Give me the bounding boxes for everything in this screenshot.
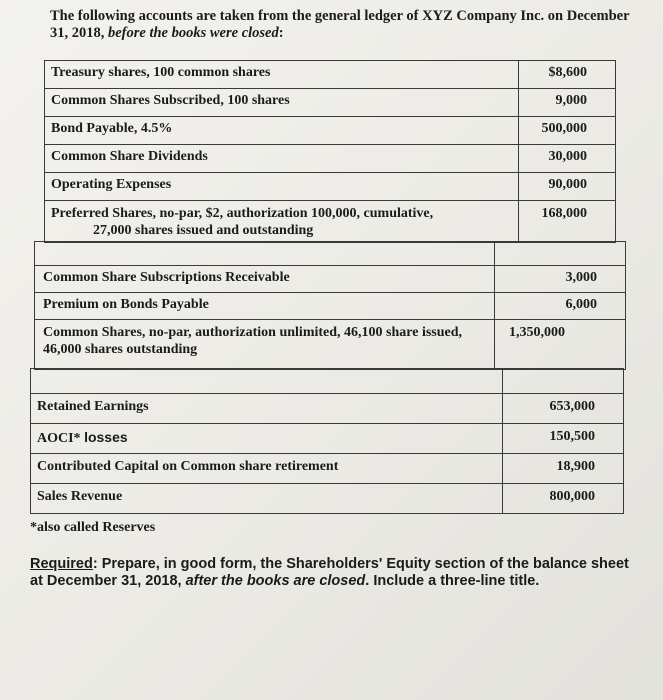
account-amount: 150,500 (503, 424, 624, 454)
account-amount: 800,000 (503, 484, 624, 514)
account-amount: $8,600 (519, 61, 616, 89)
account-name: Operating Expenses (45, 173, 519, 201)
required-part2: . Include a three-line title. (365, 573, 540, 589)
account-name (45, 201, 519, 243)
required-emphasis: after the books are closed (185, 573, 366, 589)
table-row (45, 173, 616, 201)
table-row (31, 424, 624, 454)
common-line1: Common Shares, no-par, authorization unlimited, 46,100 share issued, (43, 325, 463, 340)
account-amount: 6,000 (495, 293, 626, 320)
table-row (35, 320, 626, 370)
account-amount: 30,000 (519, 145, 616, 173)
table-row-blank (35, 242, 626, 266)
account-amount: 18,900 (503, 454, 624, 484)
table-row (31, 454, 624, 484)
required-label: Required (30, 556, 93, 572)
aoci-prefix: AOCI* (37, 431, 85, 446)
table-row (45, 117, 616, 145)
table-row (45, 61, 616, 89)
account-name: Common Share Dividends (45, 145, 519, 173)
account-amount: 90,000 (519, 173, 616, 201)
table-row (35, 293, 626, 320)
account-name: Premium on Bonds Payable (35, 293, 495, 320)
account-name: Treasury shares, 100 common shares (45, 61, 519, 89)
account-amount: 3,000 (495, 266, 626, 293)
table-row (45, 89, 616, 117)
intro-text (50, 8, 650, 42)
intro-part1: The following accounts are taken from the general ledger of XYZ Company Inc. on December 31, 2018, (50, 8, 630, 41)
table-row (31, 484, 624, 514)
footnote: *also called Reserves (30, 520, 156, 535)
account-name: Common Share Subscriptions Receivable (35, 266, 495, 293)
account-amount: 653,000 (503, 394, 624, 424)
aoci-suffix: losses (84, 429, 128, 445)
preferred-line2: 27,000 shares issued and outstanding (93, 223, 314, 238)
accounts-table-2 (34, 241, 626, 370)
preferred-line1: Preferred Shares, no-par, $2, authorization 100,000, cumulative, (51, 206, 434, 221)
common-line2: 46,000 shares outstanding (43, 342, 198, 357)
intro-part2: : (278, 25, 284, 41)
account-name: Retained Earnings (31, 394, 503, 424)
intro-emphasis: before the books were closed (108, 25, 279, 41)
table-row-blank (31, 369, 624, 394)
table-row (45, 145, 616, 173)
account-amount: 9,000 (519, 89, 616, 117)
table-row (45, 201, 616, 243)
table-row (35, 266, 626, 293)
accounts-table-3 (30, 368, 624, 514)
accounts-table-1 (44, 60, 616, 243)
account-amount: 1,350,000 (495, 320, 626, 370)
required-instructions (30, 556, 640, 590)
required-part1: : Prepare, in good form, the Shareholders' Equity section of the balance sheet at December 31, 2018, (30, 556, 629, 589)
account-name: Contributed Capital on Common share retirement (31, 454, 503, 484)
account-name: Sales Revenue (31, 484, 503, 514)
account-name: Bond Payable, 4.5% (45, 117, 519, 145)
account-name: Common Shares Subscribed, 100 shares (45, 89, 519, 117)
account-name (31, 424, 503, 454)
account-amount: 500,000 (519, 117, 616, 145)
account-amount: 168,000 (519, 201, 616, 243)
account-name (35, 320, 495, 370)
table-row (31, 394, 624, 424)
